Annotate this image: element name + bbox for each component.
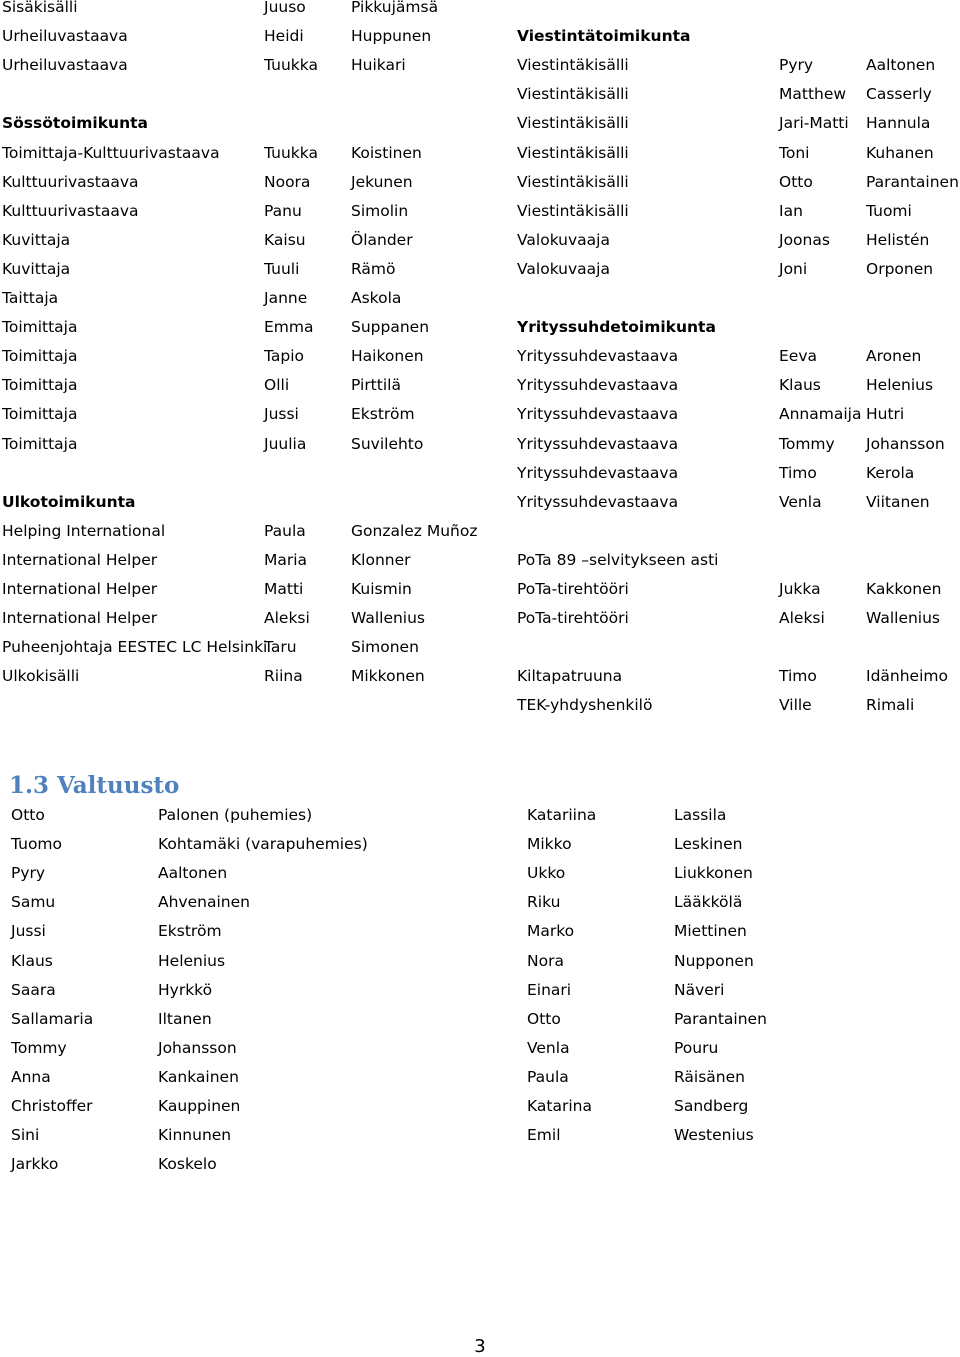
table-row: [0, 201, 960, 230]
table-cell: Tuuli: [264, 259, 300, 278]
table-cell: Helenius: [866, 376, 934, 395]
table-cell: PoTa-tirehtööri: [517, 580, 629, 598]
list-item: [0, 921, 960, 950]
table-cell: Viestintätoimikunta: [517, 27, 691, 46]
table-row: [0, 143, 960, 172]
table-cell: Helistén: [866, 230, 930, 249]
table-cell: Matthew: [779, 85, 847, 104]
member-name-cell: Helenius: [158, 951, 226, 970]
table-cell: Ville: [779, 696, 812, 715]
table-cell: Rimali: [866, 696, 915, 715]
table-cell: Klonner: [351, 550, 411, 569]
table-cell: Yrityssuhdevastaava: [517, 405, 679, 424]
table-row: [0, 404, 960, 433]
table-cell: Urheiluvastaava: [2, 27, 128, 46]
table-row: [0, 608, 960, 637]
table-cell: Suppanen: [351, 318, 430, 337]
table-row: [0, 26, 960, 55]
table-cell: Annamaija: [779, 405, 862, 424]
member-name-cell: Pyry: [11, 864, 46, 883]
table-cell: Haikonen: [351, 347, 424, 366]
table-row: [0, 0, 960, 26]
table-cell: Yrityssuhdevastaava: [517, 463, 679, 482]
member-name-cell: Samu: [11, 893, 56, 912]
table-cell: PoTa 89 –selvitykseen asti: [517, 550, 719, 569]
table-cell: Valokuvaaja: [517, 259, 610, 278]
table-cell: Yrityssuhdetoimikunta: [517, 318, 716, 337]
table-cell: Kakkonen: [866, 580, 942, 598]
table-cell: Hutri: [866, 405, 905, 424]
member-name-cell: Mikko: [527, 835, 572, 854]
table-cell: Sössötoimikunta: [2, 114, 148, 133]
member-name-cell: Marko: [527, 922, 575, 941]
member-name-cell: Sandberg: [674, 1097, 749, 1115]
list-item: [0, 863, 960, 892]
member-name-cell: Westenius: [674, 1126, 754, 1145]
list-item: [0, 892, 960, 921]
table-row: [0, 55, 960, 84]
table-cell: Viestintäkisälli: [517, 201, 629, 220]
member-name-cell: Sini: [11, 1126, 40, 1145]
table-row: [0, 375, 960, 404]
table-cell: Olli: [264, 376, 290, 395]
table-cell: Jekunen: [351, 172, 413, 191]
member-name-cell: Venla: [527, 1038, 570, 1057]
table-cell: Ian: [779, 201, 803, 220]
member-name-cell: Hyrkkö: [158, 980, 213, 999]
table-cell: International Helper: [2, 580, 158, 598]
member-name-cell: Otto: [11, 806, 45, 824]
table-cell: Pyry: [779, 56, 814, 75]
table-cell: Joni: [779, 259, 808, 278]
table-cell: Parantainen: [866, 172, 959, 191]
table-cell: Tuukka: [264, 56, 318, 75]
table-cell: Jussi: [264, 405, 299, 424]
table-cell: Kulttuurivastaava: [2, 201, 139, 220]
member-name-cell: Sallamaria: [11, 1009, 94, 1028]
table-cell: Tuomi: [866, 201, 912, 220]
table-cell: Juulia: [264, 434, 307, 453]
member-name-cell: Miettinen: [674, 922, 747, 941]
table-cell: Kuismin: [351, 580, 412, 598]
table-cell: Kulttuurivastaava: [2, 172, 139, 191]
table-cell: Toni: [779, 143, 810, 162]
member-name-cell: Parantainen: [674, 1009, 767, 1028]
member-name-cell: Palonen (puhemies): [158, 806, 313, 824]
table-cell: Aleksi: [264, 609, 310, 628]
member-name-cell: Koskelo: [158, 1155, 217, 1174]
table-row: [0, 172, 960, 201]
table-cell: Matti: [264, 580, 304, 598]
member-name-cell: Tuomo: [11, 835, 63, 854]
member-name-cell: Kankainen: [158, 1067, 239, 1086]
table-cell: Ekström: [351, 405, 415, 424]
table-cell: Tuukka: [264, 143, 318, 162]
list-item: [0, 1038, 960, 1067]
table-row: [0, 259, 960, 288]
table-cell: Toimittaja: [2, 318, 78, 337]
table-cell: Puheenjohtaja EESTEC LC Helsinki: [2, 638, 268, 657]
member-name-cell: Einari: [527, 980, 572, 999]
member-name-cell: Paula: [527, 1067, 569, 1086]
table-row: [0, 317, 960, 346]
table-cell: PoTa-tirehtööri: [517, 609, 629, 628]
table-cell: Viestintäkisälli: [517, 143, 629, 162]
member-name-cell: Kinnunen: [158, 1126, 232, 1145]
table-cell: Panu: [264, 201, 302, 220]
table-row: [0, 84, 960, 113]
table-cell: Suvilehto: [351, 434, 424, 453]
table-cell: International Helper: [2, 609, 158, 628]
table-cell: Idänheimo: [866, 667, 948, 686]
table-cell: Kuvittaja: [2, 259, 71, 278]
table-cell: Aronen: [866, 347, 922, 366]
table-cell: Jukka: [779, 580, 821, 598]
list-item: [0, 1067, 960, 1096]
table-row: [0, 230, 960, 259]
table-cell: Hannula: [866, 114, 931, 133]
member-name-cell: Jarkko: [11, 1155, 59, 1174]
table-cell: Huppunen: [351, 27, 432, 46]
member-name-cell: Jussi: [11, 922, 46, 941]
list-item: [0, 951, 960, 980]
table-cell: Jari-Matti: [779, 114, 849, 133]
member-name-cell: Ekström: [158, 922, 222, 941]
member-name-cell: Leskinen: [674, 835, 743, 854]
table-row: [0, 579, 960, 608]
table-cell: International Helper: [2, 550, 158, 569]
list-item: [0, 1154, 960, 1183]
table-cell: Yrityssuhdevastaava: [517, 434, 679, 453]
table-cell: Wallenius: [866, 609, 941, 628]
member-name-cell: Katariina: [527, 806, 597, 824]
member-name-cell: Ahvenainen: [158, 893, 250, 912]
member-name-cell: Lassila: [674, 806, 727, 824]
member-name-cell: Katarina: [527, 1097, 592, 1115]
table-cell: Viestintäkisälli: [517, 56, 629, 75]
table-cell: Huikari: [351, 56, 406, 75]
table-cell: Viestintäkisälli: [517, 172, 629, 191]
table-cell: Pikkujämsä: [351, 0, 439, 16]
table-cell: Yrityssuhdevastaava: [517, 376, 679, 395]
table-row: [0, 521, 960, 550]
table-row: [0, 492, 960, 521]
member-name-cell: Liukkonen: [674, 864, 753, 883]
member-name-cell: Iltanen: [158, 1009, 212, 1028]
table-cell: TEK-yhdyshenkilö: [517, 696, 653, 715]
member-name-cell: Otto: [527, 1009, 561, 1028]
table-cell: Kuvittaja: [2, 230, 71, 249]
table-cell: Johansson: [866, 434, 945, 453]
table-cell: Kiltapatruuna: [517, 667, 623, 686]
member-name-cell: Kohtamäki (varapuhemies): [158, 835, 368, 854]
table-cell: Simolin: [351, 201, 409, 220]
table-cell: Orponen: [866, 259, 934, 278]
table-cell: Yrityssuhdevastaava: [517, 492, 679, 511]
table-cell: Paula: [264, 521, 306, 540]
table-cell: Taittaja: [2, 289, 59, 307]
member-name-cell: Nupponen: [674, 951, 754, 970]
member-name-cell: Klaus: [11, 951, 53, 970]
table-cell: Taru: [264, 638, 297, 657]
table-cell: Janne: [264, 289, 308, 307]
member-name-cell: Lääkkölä: [674, 893, 743, 912]
table-cell: Gonzalez Muñoz: [351, 521, 478, 540]
table-cell: Venla: [779, 492, 822, 511]
table-cell: Valokuvaaja: [517, 230, 610, 249]
member-name-cell: Näveri: [674, 980, 725, 999]
table-cell: Pirttilä: [351, 376, 401, 395]
table-cell: Urheiluvastaava: [2, 56, 128, 75]
table-row: [0, 550, 960, 579]
table-cell: Otto: [779, 172, 813, 191]
table-cell: Heidi: [264, 27, 304, 46]
member-name-cell: Johansson: [158, 1038, 237, 1057]
table-row: [0, 113, 960, 142]
table-cell: Timo: [779, 463, 817, 482]
table-cell: Emma: [264, 318, 314, 337]
table-cell: Aleksi: [779, 609, 825, 628]
list-item: [0, 980, 960, 1009]
list-item: [0, 834, 960, 863]
table-cell: Yrityssuhdevastaava: [517, 347, 679, 366]
member-name-cell: Aaltonen: [158, 864, 228, 883]
member-name-cell: Saara: [11, 980, 56, 999]
list-item: [0, 1125, 960, 1154]
table-row: [0, 666, 960, 695]
table-cell: Kaisu: [264, 230, 306, 249]
member-name-cell: Kauppinen: [158, 1097, 241, 1115]
table-cell: Sisäkisälli: [2, 0, 78, 16]
table-cell: Klaus: [779, 376, 821, 395]
table-cell: Casserly: [866, 85, 932, 104]
table-cell: Tommy: [779, 434, 835, 453]
table-cell: Toimittaja-Kulttuurivastaava: [2, 143, 220, 162]
table-cell: Koistinen: [351, 143, 422, 162]
table-row: [0, 637, 960, 666]
table-cell: Toimittaja: [2, 376, 78, 395]
member-name-cell: Ukko: [527, 864, 566, 883]
table-cell: Toimittaja: [2, 434, 78, 453]
table-row: [0, 695, 960, 724]
table-cell: Aaltonen: [866, 56, 936, 75]
list-item: [0, 1009, 960, 1038]
list-item: [0, 1096, 960, 1125]
member-name-cell: Tommy: [11, 1038, 67, 1057]
table-cell: Juuso: [264, 0, 306, 16]
section-heading: 1.3 Valtuusto: [9, 772, 180, 799]
member-name-cell: Christoffer: [11, 1097, 93, 1115]
member-name-cell: Emil: [527, 1126, 561, 1145]
table-cell: Viestintäkisälli: [517, 85, 629, 104]
member-name-cell: Nora: [527, 951, 564, 970]
table-cell: Riina: [264, 667, 303, 686]
table-cell: Tapio: [264, 347, 305, 366]
table-cell: Kerola: [866, 463, 915, 482]
table-cell: Ulkotoimikunta: [2, 492, 136, 511]
table-cell: Joonas: [779, 230, 830, 249]
list-item: [0, 805, 960, 834]
table-cell: Noora: [264, 172, 311, 191]
table-cell: Wallenius: [351, 609, 426, 628]
table-cell: Kuhanen: [866, 143, 934, 162]
table-cell: Toimittaja: [2, 347, 78, 366]
table-cell: Simonen: [351, 638, 419, 657]
member-name-cell: Riku: [527, 893, 561, 912]
table-cell: Viestintäkisälli: [517, 114, 629, 133]
table-row: [0, 346, 960, 375]
table-cell: Eeva: [779, 347, 818, 366]
page-number: 3: [474, 1336, 486, 1357]
table-cell: Ölander: [351, 230, 413, 249]
table-row: [0, 288, 960, 317]
table-cell: Askola: [351, 289, 402, 307]
table-row: [0, 434, 960, 463]
table-cell: Mikkonen: [351, 667, 425, 686]
member-name-cell: Räisänen: [674, 1067, 745, 1086]
member-name-cell: Pouru: [674, 1038, 719, 1057]
table-cell: Ulkokisälli: [2, 667, 80, 686]
table-cell: Maria: [264, 550, 308, 569]
table-cell: Toimittaja: [2, 405, 78, 424]
table-cell: Timo: [779, 667, 817, 686]
table-cell: Viitanen: [866, 492, 930, 511]
table-cell: Helping International: [2, 521, 166, 540]
table-cell: Rämö: [351, 259, 396, 278]
member-name-cell: Anna: [11, 1067, 51, 1086]
table-row: [0, 463, 960, 492]
